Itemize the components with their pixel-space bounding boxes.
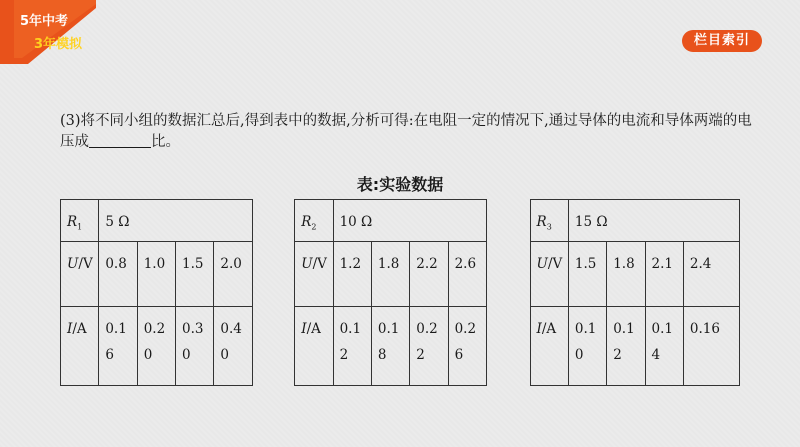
resistance-value: 15 Ω [568, 200, 739, 242]
current-value: 0.16 [683, 306, 739, 385]
current-symbol: I [301, 320, 307, 337]
resistance-label [295, 200, 333, 242]
logo-line-1: 5年中考 [20, 14, 69, 29]
current-value: 0.20 [137, 306, 175, 385]
question-text [60, 111, 760, 153]
current-value: 0.16 [99, 306, 137, 385]
resistance-symbol: R [301, 214, 312, 230]
current-value: 0.26 [448, 306, 486, 385]
voltage-value: 1.5 [568, 241, 606, 306]
current-value: 0.12 [333, 306, 371, 385]
voltage-value: 0.8 [99, 241, 137, 306]
voltage-value: 1.0 [137, 241, 175, 306]
voltage-value: 1.5 [176, 241, 214, 306]
brand-logo [0, 0, 96, 64]
current-label: I/A [530, 306, 568, 385]
logo-line-2: 3年模拟 [34, 37, 83, 52]
resistance-label [530, 200, 568, 242]
current-value: 0.22 [410, 306, 448, 385]
voltage-row [61, 241, 740, 306]
answer-blank [89, 134, 151, 148]
group-spacer [252, 200, 294, 386]
current-value: 0.10 [568, 306, 606, 385]
current-value: 0.40 [214, 306, 252, 385]
voltage-value: 1.2 [333, 241, 371, 306]
voltage-label: U/V [530, 241, 568, 306]
current-label: I/A [295, 306, 333, 385]
current-label: I/A [61, 306, 99, 385]
voltage-label: U/V [295, 241, 333, 306]
current-value: 0.12 [607, 306, 645, 385]
current-symbol: I [536, 320, 542, 337]
voltage-value: 1.8 [607, 241, 645, 306]
question-text-after: 比。 [151, 134, 180, 150]
current-value: 0.18 [371, 306, 409, 385]
resistance-value: 5 Ω [99, 200, 252, 242]
current-value: 0.30 [176, 306, 214, 385]
current-row [61, 306, 740, 385]
resistance-row [61, 200, 740, 242]
voltage-value: 2.4 [683, 241, 739, 306]
question-text-before: (3)将不同小组的数据汇总后,得到表中的数据,分析可得:在电阻一定的情况下,通过导体的电流和导体两端的电压成 [60, 113, 752, 150]
resistance-label [61, 200, 99, 242]
voltage-symbol: U [67, 255, 79, 272]
voltage-symbol: U [301, 255, 313, 272]
column-index-button[interactable]: 栏目索引 [682, 30, 762, 52]
resistance-subscript: 3 [546, 222, 552, 232]
current-symbol: I [67, 320, 73, 337]
experiment-data-table [60, 199, 740, 386]
voltage-value: 1.8 [371, 241, 409, 306]
table-title: 表:实验数据 [356, 175, 444, 194]
voltage-value: 2.0 [214, 241, 252, 306]
voltage-value: 2.6 [448, 241, 486, 306]
voltage-label: U/V [61, 241, 99, 306]
voltage-value: 2.1 [645, 241, 683, 306]
resistance-symbol: R [536, 214, 547, 230]
voltage-symbol: U [536, 255, 548, 272]
resistance-subscript: 2 [311, 222, 317, 232]
resistance-value: 10 Ω [333, 200, 486, 242]
resistance-symbol: R [67, 214, 78, 230]
resistance-subscript: 1 [77, 222, 83, 232]
group-spacer [486, 200, 530, 386]
voltage-value: 2.2 [410, 241, 448, 306]
current-value: 0.14 [645, 306, 683, 385]
